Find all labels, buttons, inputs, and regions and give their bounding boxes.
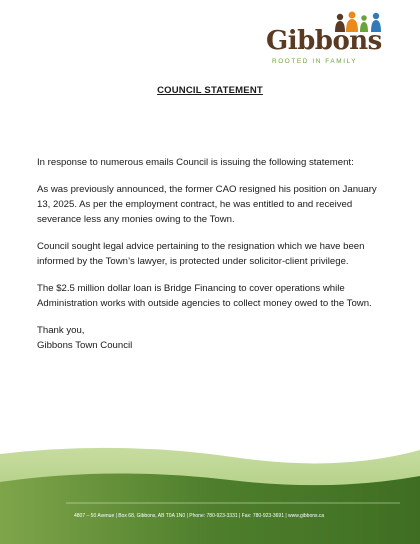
closing-signature: Gibbons Town Council xyxy=(37,340,133,351)
closing-thanks: Thank you, xyxy=(37,325,85,336)
gibbons-logo xyxy=(262,10,390,68)
footer-green-wave xyxy=(0,440,420,544)
statement-body xyxy=(37,155,387,353)
paragraph-intro: In response to numerous emails Council is issuing the following statement: xyxy=(37,157,354,168)
footer-contact-info: 4807 – 50 Avenue | Box 68, Gibbons, AB T0A 1N0 | Phone: 780-923-3331 | Fax: 780-923-3691 | www.gibbons.ca xyxy=(74,513,325,519)
paragraph-cao-resignation: As was previously announced, the former CAO resigned his position on January 13, 2025. As per the employment contract, he was entitled to and received severance less any monies owing to the Town. xyxy=(37,184,377,225)
page-title: COUNCIL STATEMENT xyxy=(157,85,263,96)
logo-wordmark: Gibbons xyxy=(266,26,382,56)
logo-tagline: ROOTED IN FAMILY xyxy=(272,58,358,65)
paragraph-legal-advice: Council sought legal advice pertaining to the resignation which we have been informed by the Town’s lawyer, is protected under solicitor-client privilege. xyxy=(37,241,365,267)
paragraph-loan: The $2.5 million dollar loan is Bridge Financing to cover operations while Administration works with outside agencies to collect money owed to the Town. xyxy=(37,283,372,309)
